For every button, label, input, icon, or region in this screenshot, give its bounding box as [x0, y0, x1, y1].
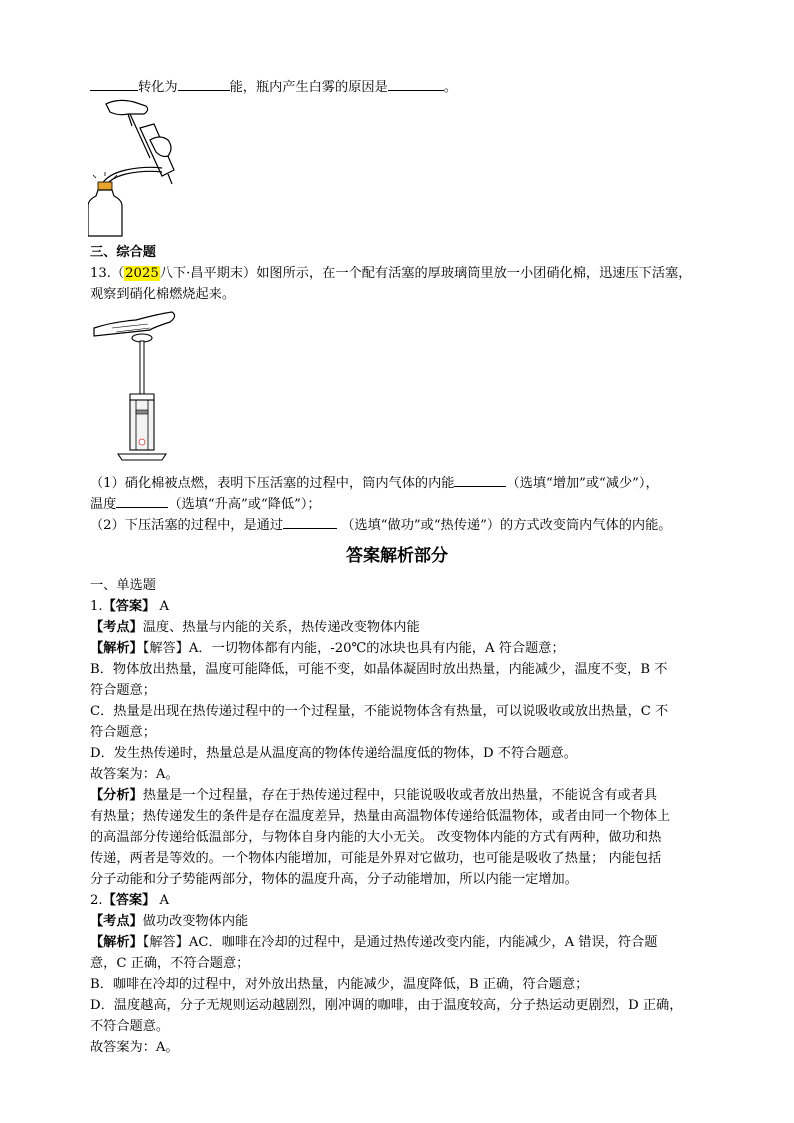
answer-tag: 【答案】	[102, 893, 156, 908]
jieda-tag: 【解答】	[142, 935, 189, 950]
explanation-line: B．咖啡在冷却的过程中，对外放出热量，内能减少，温度降低，B 正确，符合题意；	[90, 977, 589, 992]
answer-blank	[90, 76, 138, 91]
q12-text-2: 能，瓶内产生白雾的原因是	[229, 80, 388, 95]
explanation-line: 符合题意；	[90, 683, 156, 698]
q13-stem-line-2: 观察到硝化棉燃烧起来。	[90, 287, 236, 302]
final-answer-line: 故答案为：A。	[90, 767, 179, 782]
section-title: 一、单选题	[90, 578, 156, 593]
answer-value: A	[155, 599, 170, 614]
kaodian-text: 温度、热量与内能的关系，热传递改变物体内能	[142, 620, 420, 635]
explanation-line: C．热量是出现在热传递过程中的一个过程量，不能说物体含有热量，可以说吸收或放出热量，C 不	[90, 704, 669, 719]
final-answer-line: 故答案为：A。	[90, 1040, 179, 1055]
kaodian-text: 做功改变物体内能	[142, 914, 249, 929]
q13-part1-text-2: 温度	[90, 497, 117, 512]
fenxi-line: 分子动能和分子势能两部分，物体的温度升高，分子动能增加，所以内能一定增加。	[90, 872, 578, 887]
q13-part1-text: （1）硝化棉被点燃，表明下压活塞的过程中，筒内气体的内能	[90, 476, 455, 491]
explanation-line: 意，C 正确，不符合题意；	[90, 956, 250, 971]
jiexi-line	[90, 933, 657, 953]
answer-tag: 【答案】	[102, 599, 156, 614]
fenxi-line: 传递，两者是等效的。一个物体内能增加，可能是外界对它做功，也可能是吸收了热量； 内能包括	[90, 851, 662, 866]
explanation-line: D．发生热传递时，热量总是从温度高的物体传递给温度低的物体，D 不符合题意。	[90, 746, 577, 761]
explanation-text: A．一切物体都有内能，-20℃的冰块也具有内能，A 符合题意；	[188, 641, 565, 656]
fenxi-line: 的高温部分传递给低温部分，与物体自身内能的大小无关。 改变物体内能的方式有两种，做功和热	[90, 830, 662, 845]
answer-value: A	[155, 893, 170, 908]
jieda-tag: 【解答】	[142, 641, 189, 656]
answer-section-title: 答案解析部分	[346, 546, 448, 566]
q13-part1-line-2	[90, 493, 321, 515]
q13-stem-text: 八下·昌平期末）如图所示，在一个配有活塞的厚玻璃筒里放一小团硝化棉，迅速压下活塞，	[159, 266, 692, 281]
q13-stem-line-1	[90, 264, 691, 284]
fenxi-text: 热量是一个过程量，存在于热传递过程中，只能说吸收或者放出热量，不能说含有或者具	[142, 788, 658, 803]
answer-blank	[454, 472, 506, 487]
q13-part1-line-1	[90, 472, 659, 494]
answer-1-line	[90, 597, 169, 617]
explanation-line: 不符合题意。	[90, 1019, 170, 1034]
kaodian-tag: 【考点】	[90, 914, 143, 929]
jiexi-tag: 【解析】	[90, 641, 143, 656]
piston-cylinder-figure	[92, 306, 182, 470]
question-number: 13.	[90, 266, 111, 281]
q12-text-1: 转化为	[138, 80, 178, 95]
pump-bottle-figure	[88, 96, 188, 238]
source-open: （	[110, 266, 125, 281]
answer-blank	[388, 76, 444, 91]
answer-number: 1.	[90, 599, 103, 614]
fenxi-tag: 【分析】	[90, 788, 143, 803]
q12-text-end: 。	[443, 80, 457, 95]
section-title: 三、综合题	[90, 245, 156, 260]
q13-part2-text: （2）下压活塞的过程中，是通过	[90, 518, 284, 533]
answer-blank	[283, 514, 337, 529]
q13-part1-options-2: （选填“升高”或“降低”）；	[168, 497, 321, 512]
q13-part1-options: （选填“增加”或“减少”），	[506, 476, 659, 491]
q12-tail-line	[90, 76, 457, 98]
explanation-line: 符合题意；	[90, 725, 156, 740]
highlighted-year: 2025	[125, 266, 159, 281]
explanation-text: AC．咖啡在冷却的过程中，是通过热传递改变内能，内能减少，A 错误，符合题	[188, 935, 658, 950]
q13-part2-options: （选填“做功”或“热传递”）的方式改变筒内气体的内能。	[337, 518, 672, 533]
kaodian-tag: 【考点】	[90, 620, 143, 635]
fenxi-line	[90, 786, 657, 806]
fenxi-line: 有热量；热传递发生的条件是存在温度差异，热量由高温物体传递给低温物体，或者由同一个物体上	[90, 809, 671, 824]
kaodian-line	[90, 912, 248, 932]
kaodian-line	[90, 618, 420, 638]
answer-2-line	[90, 891, 169, 911]
jiexi-line	[90, 639, 565, 659]
answer-number: 2.	[90, 893, 103, 908]
explanation-line: D．温度越高，分子无规则运动越剧烈，刚冲调的咖啡，由于温度较高，分子热运动更剧烈，D 正确，	[90, 998, 683, 1013]
answer-blank	[116, 493, 168, 508]
explanation-line: B．物体放出热量，温度可能降低，可能不变，如晶体凝固时放出热量，内能减少，温度不变，B 不	[90, 662, 668, 677]
q13-part2-line	[90, 514, 672, 536]
jiexi-tag: 【解析】	[90, 935, 143, 950]
answer-blank	[178, 76, 230, 91]
